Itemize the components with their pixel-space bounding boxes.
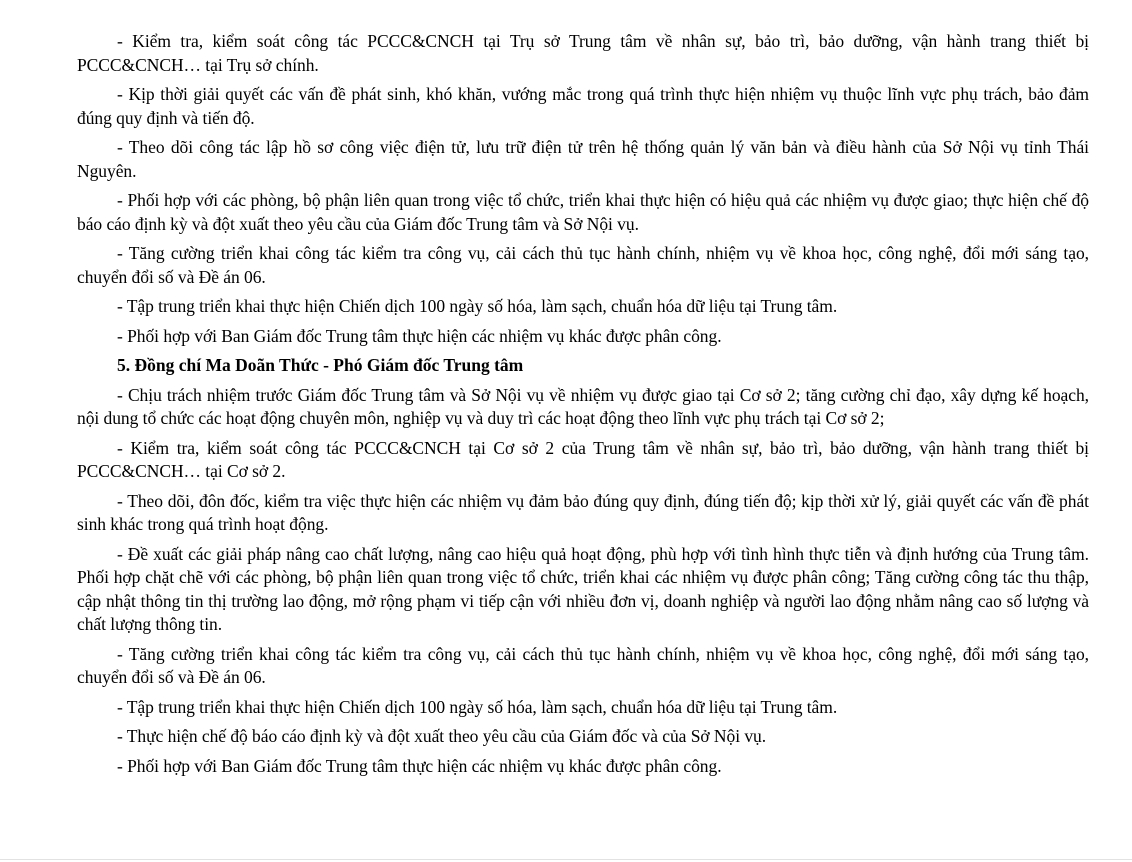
paragraph: - Theo dõi, đôn đốc, kiểm tra việc thực hiện các nhiệm vụ đảm bảo đúng quy định, đúng tiến độ; kịp thời xử lý, giải quyết các vấn đề phát sinh khác trong quá trình hoạt động. <box>77 490 1089 534</box>
paragraph: - Thực hiện chế độ báo cáo định kỳ và đột xuất theo yêu cầu của Giám đốc và của Sở Nội vụ. <box>117 726 767 746</box>
paragraph: - Phối hợp với Ban Giám đốc Trung tâm thực hiện các nhiệm vụ khác được phân công. <box>117 325 722 346</box>
page-bottom-divider <box>0 859 1132 860</box>
paragraph: - Tập trung triển khai thực hiện Chiến dịch 100 ngày số hóa, làm sạch, chuẩn hóa dữ liệu tại Trung tâm. <box>117 696 838 717</box>
paragraph: - Theo dõi công tác lập hồ sơ công việc điện tử, lưu trữ điện tử trên hệ thống quản lý văn bản và điều hành của Sở Nội vụ tỉnh Thái Nguyên. <box>77 137 1089 181</box>
paragraph: - Kiểm tra, kiểm soát công tác PCCC&CNCH tại Trụ sở Trung tâm về nhân sự, bảo trì, bảo dưỡng, vận hành trang thiết bị PCCC&CNCH… tại Trụ sở chính. <box>77 31 1089 75</box>
paragraph: - Đề xuất các giải pháp nâng cao chất lượng, nâng cao hiệu quả hoạt động, phù hợp với tình hình thực tiễn và định hướng của Trung tâm. Phối hợp chặt chẽ với các phòng, bộ phận liên quan trong việc tổ chức, triển khai các nhiệm vụ được phân công; Tăng cường công tác thu thập, cập nhật thông tin thị trường lao động, mở rộng phạm vi tiếp cận với nhiều đơn vị, doanh nghiệp và người lao động nhằm nâng cao số lượng và chất lượng thông tin. <box>77 543 1089 634</box>
paragraph: - Kịp thời giải quyết các vấn đề phát sinh, khó khăn, vướng mắc trong quá trình thực hiện nhiệm vụ thuộc lĩnh vực phụ trách, bảo đảm đúng quy định và tiến độ. <box>77 84 1089 128</box>
paragraph: - Phối hợp với các phòng, bộ phận liên quan trong việc tổ chức, triển khai thực hiện có hiệu quả các nhiệm vụ được giao; thực hiện chế độ báo cáo định kỳ và đột xuất theo yêu cầu của Giám đốc Trung tâm và Sở Nội vụ. <box>77 190 1089 234</box>
document-page <box>77 30 1089 784</box>
paragraph: - Tập trung triển khai thực hiện Chiến dịch 100 ngày số hóa, làm sạch, chuẩn hóa dữ liệu tại Trung tâm. <box>117 296 838 316</box>
paragraph: - Tăng cường triển khai công tác kiểm tra công vụ, cải cách thủ tục hành chính, nhiệm vụ về khoa học, công nghệ, đổi mới sáng tạo, chuyển đổi số và Đề án 06. <box>77 243 1089 287</box>
section-heading: 5. Đồng chí Ma Doãn Thức - Phó Giám đốc Trung tâm <box>117 355 524 375</box>
paragraph: - Phối hợp với Ban Giám đốc Trung tâm thực hiện các nhiệm vụ khác được phân công. <box>117 755 722 776</box>
paragraph: - Kiểm tra, kiểm soát công tác PCCC&CNCH tại Cơ sở 2 của Trung tâm về nhân sự, bảo trì, bảo dưỡng, vận hành trang thiết bị PCCC&CNCH… tại Cơ sở 2. <box>77 437 1089 481</box>
paragraph: - Chịu trách nhiệm trước Giám đốc Trung tâm và Sở Nội vụ về nhiệm vụ được giao tại Cơ sở 2; tăng cường chỉ đạo, xây dựng kế hoạch, nội dung tổ chức các hoạt động chuyên môn, nghiệp vụ và duy trì các hoạt động theo lĩnh vực phụ trách tại Cơ sở 2; <box>77 384 1089 428</box>
paragraph: - Tăng cường triển khai công tác kiểm tra công vụ, cải cách thủ tục hành chính, nhiệm vụ về khoa học, công nghệ, đổi mới sáng tạo, chuyển đổi số và Đề án 06. <box>77 643 1089 687</box>
